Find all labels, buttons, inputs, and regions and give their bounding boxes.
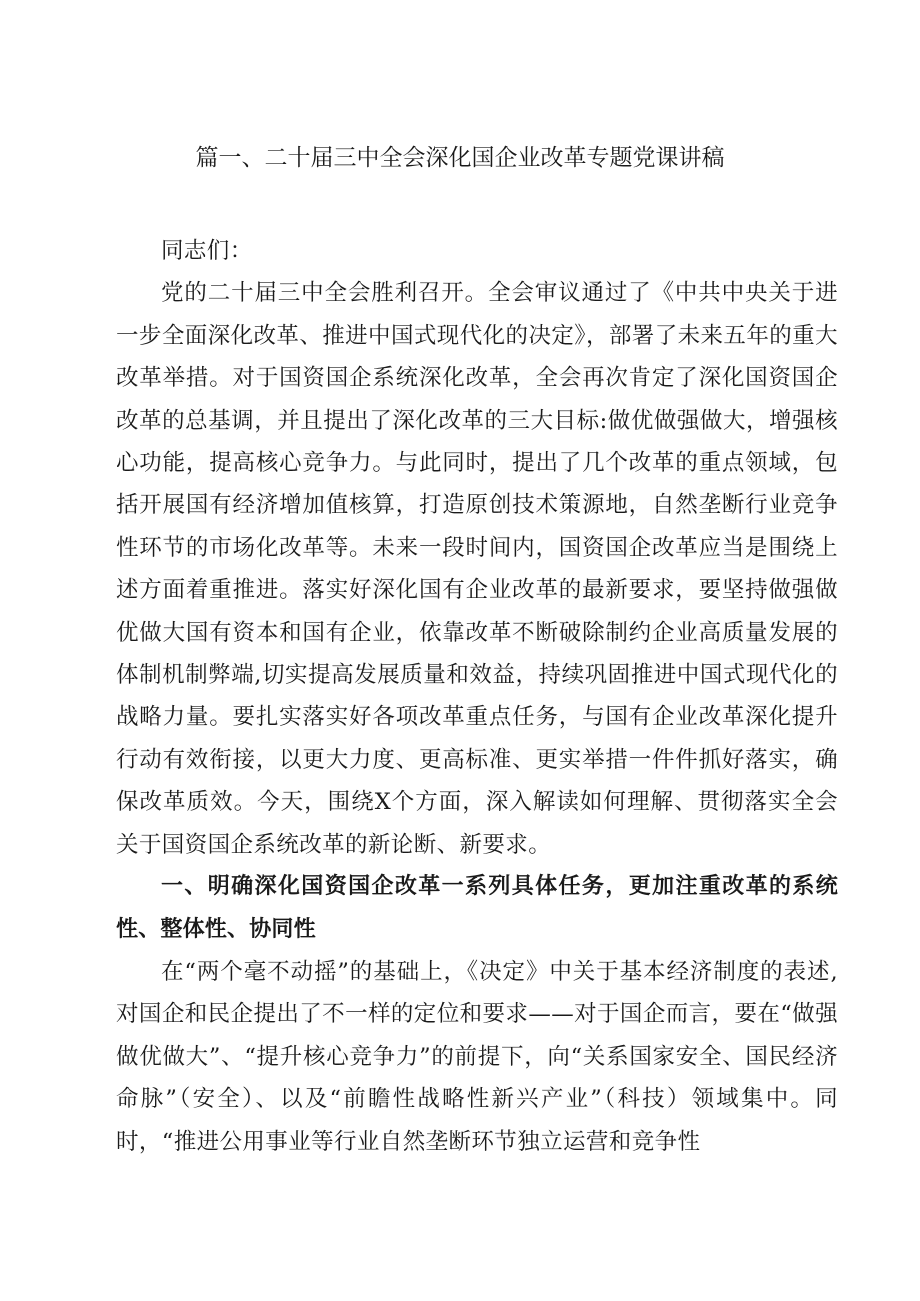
section-1-paragraph: 在“两个毫不动摇”的基础上，《决定》中关于基本经济制度的表述,对国企和民企提出了不一样的定位和要求——对于国企而言，要在“做强做优做大”、“提升核心竞争力”的前提下，向“关系国家安全、国民经济命脉”（安全）、以及“前瞻性战略性新兴产业”（科技）领域集中。同时，“推进公用事业等行业自然垄断环节独立运营和竞争性 <box>116 958 838 1155</box>
document-title: 篇一、二十届三中全会深化国企业改革专题党课讲稿 <box>195 145 725 171</box>
section-heading-1: 一、明确深化国资国企改革一系列具体任务，更加注重改革的系统性、整体性、协同性 <box>116 874 838 942</box>
greeting: 同志们： <box>161 238 253 264</box>
document-body <box>116 230 838 1163</box>
intro-paragraph: 党的二十届三中全会胜利召开。全会审议通过了《中共中央关于进一步全面深化改革、推进中国式现代化的决定》，部署了未来五年的重大改革举措。对于国资国企系统深化改革，全会再次肯定了深化国资国企改革的总基调，并且提出了深化改革的三大目标:做优做强做大，增强核心功能，提高核心竞争力。与此同时，提出了几个改革的重点领域，包括开展国有经济增加值核算，打造原创技术策源地，自然垄断行业竞争性环节的市场化改革等。未来一段时间内，国资国企改革应当是围绕上述方面着重推进。落实好深化国有企业改革的最新要求，要坚持做强做优做大国有资本和国有企业，依靠改革不断破除制约企业高质量发展的体制机制弊端,切实提高发展质量和效益，持续巩固推进中国式现代化的战略力量。要扎实落实好各项改革重点任务，与国有企业改革深化提升行动有效衔接，以更大力度、更高标准、更实举措一件件抓好落实，确保改革质效。今天，围绕X个方面，深入解读如何理解、贯彻落实全会关于国资国企系统改革的新论断、新要求。 <box>116 280 838 858</box>
